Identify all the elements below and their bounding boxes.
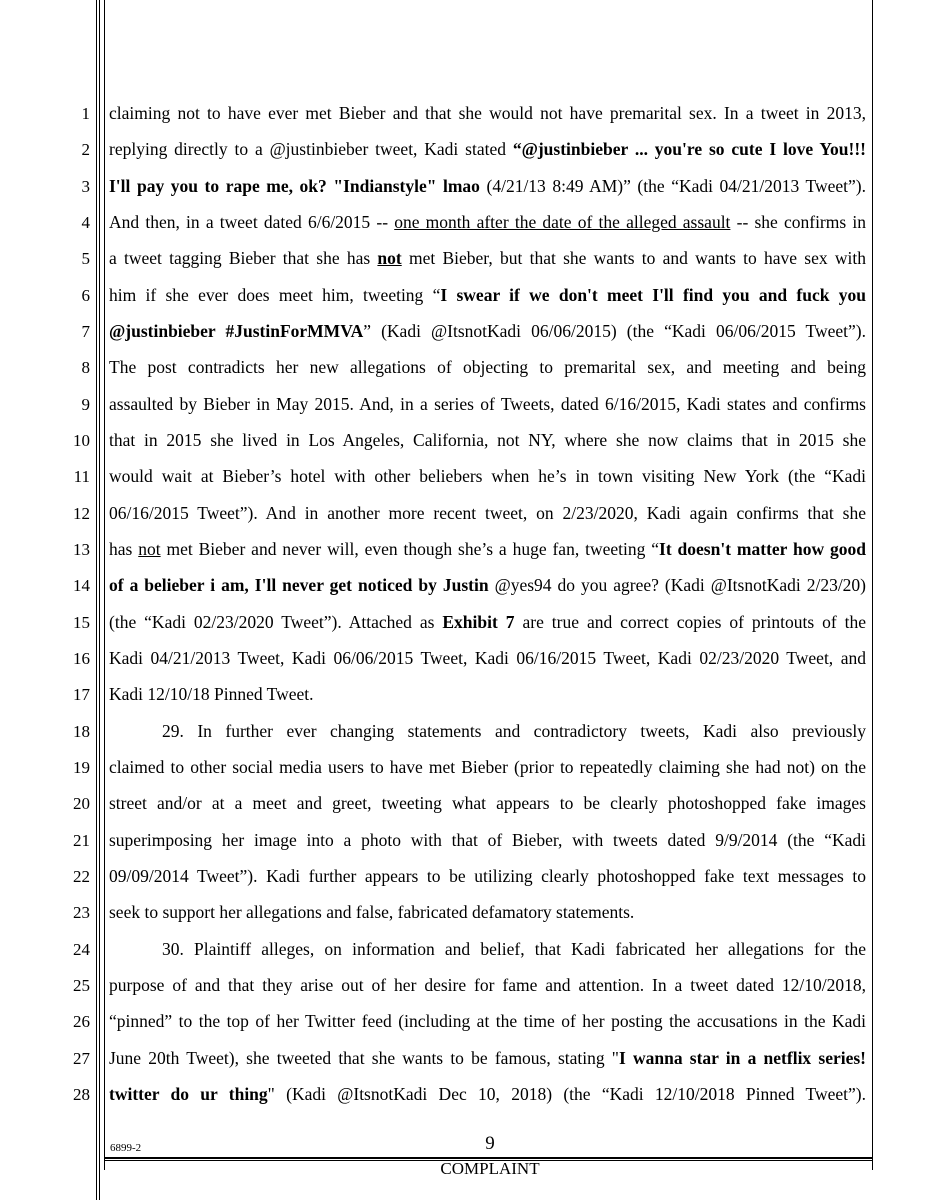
quoted-tweet: “@justinbieber ... you're so cute I love You!!! (512, 139, 866, 159)
text-line: The post contradicts her new allegations of objecting to premarital sex, and meeting and being (109, 357, 866, 377)
line-number: 15 (73, 613, 90, 632)
left-margin-rule-middle (99, 0, 100, 1200)
line-number: 24 (73, 940, 90, 959)
text-line: I'll pay you to rape me, ok? "Indianstyle" lmao (4/21/13 8:49 AM)” (the “Kadi 04/21/2013 Tweet”). (109, 176, 866, 196)
emphasis-not: not (377, 248, 402, 268)
quoted-tweet: I swear if we don't meet I'll find you and fuck you (440, 285, 866, 305)
text-line: seek to support her allegations and false, fabricated defamatory statements. (109, 902, 635, 922)
line-number: 12 (73, 504, 90, 523)
line-number: 18 (73, 722, 90, 741)
quoted-tweet: twitter do ur thing (109, 1084, 268, 1104)
text-line: “pinned” to the top of her Twitter feed (including at the time of her posting the accusations in the Kadi (109, 1011, 866, 1031)
exhibit-reference: Exhibit 7 (442, 612, 515, 632)
paragraph-30-start: 30. Plaintiff alleges, on information and belief, that Kadi fabricated her allegations for the (162, 939, 866, 959)
line-number: 8 (81, 358, 90, 377)
left-margin-rule-inner (104, 0, 105, 1170)
text-line: superimposing her image into a photo with that of Bieber, with tweets dated 9/9/2014 (the “Kadi (109, 830, 866, 850)
line-number: 17 (73, 685, 90, 704)
line-number: 1 (81, 104, 90, 123)
text-line: a tweet tagging Bieber that she has not met Bieber, but that she wants to and wants to have sex with (109, 248, 866, 268)
footer-document-title: COMPLAINT (440, 1159, 540, 1178)
quoted-tweet: of a belieber i am, I'll never get noticed by Justin (109, 575, 489, 595)
quoted-tweet: I wanna star in a netflix series! (618, 1048, 866, 1068)
text-line: 09/09/2014 Tweet”). Kadi further appears to be utilizing clearly photoshopped fake text messages to (109, 866, 866, 886)
page-number: 9 (485, 1133, 495, 1154)
line-number: 3 (81, 177, 90, 196)
text-line: assaulted by Bieber in May 2015. And, in a series of Tweets, dated 6/16/2015, Kadi states and confirms (109, 394, 866, 414)
line-number: 11 (73, 467, 90, 486)
text-line: that in 2015 she lived in Los Angeles, California, not NY, where she now claims that in 2015 she (109, 430, 866, 450)
line-number: 2 (81, 140, 90, 159)
line-number: 13 (73, 540, 90, 559)
text-line: has not met Bieber and never will, even though she’s a huge fan, tweeting “It doesn't matter how good (109, 539, 867, 559)
text-line: Kadi 04/21/2013 Tweet, Kadi 06/06/2015 Tweet, Kadi 06/16/2015 Tweet, Kadi 02/23/2020 Tweet, and (109, 648, 866, 668)
underlined-text: one month after the date of the alleged assault (394, 212, 731, 232)
line-number: 25 (73, 976, 90, 995)
text-line: purpose of and that they arise out of her desire for fame and attention. In a tweet dated 12/10/2018, (109, 975, 866, 995)
line-number: 21 (73, 831, 90, 850)
text-line: @justinbieber #JustinForMMVA” (Kadi @ItsnotKadi 06/06/2015) (the “Kadi 06/06/2015 Tweet”). (109, 321, 866, 341)
left-margin-rule-outer (96, 0, 97, 1200)
text-line: of a belieber i am, I'll never get noticed by Justin @yes94 do you agree? (Kadi @ItsnotKadi 2/23/20) (109, 575, 867, 595)
right-margin-rule (872, 0, 873, 1170)
line-number: 19 (73, 758, 90, 777)
text-line: Kadi 12/10/18 Pinned Tweet. (109, 684, 314, 704)
text-line: And then, in a tweet dated 6/6/2015 -- one month after the date of the alleged assault -- she confirms in (109, 212, 866, 232)
line-number: 6 (81, 286, 90, 305)
underlined-text: not (138, 539, 161, 559)
text-line: 06/16/2015 Tweet”). And in another more recent tweet, on 2/23/2020, Kadi again confirms that she (109, 503, 866, 523)
line-number: 22 (73, 867, 90, 886)
footer-document-id: 6899-2 (110, 1142, 142, 1154)
paragraph-29-start: 29. In further ever changing statements and contradictory tweets, Kadi also previously (162, 721, 866, 741)
line-number: 7 (81, 322, 90, 341)
quoted-tweet: It doesn't matter how good (659, 539, 867, 559)
text-line: replying directly to a @justinbieber tweet, Kadi stated “@justinbieber ... you're so cute I love You!!! (109, 139, 866, 159)
text-line: (the “Kadi 02/23/2020 Tweet”). Attached as Exhibit 7 are true and correct copies of printouts of the (109, 612, 866, 632)
line-number: 14 (73, 576, 90, 595)
text-line: would wait at Bieber’s hotel with other beliebers when he’s in town visiting New York (the “Kadi (109, 466, 866, 486)
quoted-tweet: I'll pay you to rape me, ok? "Indianstyle" lmao (109, 176, 480, 196)
text-line: twitter do ur thing" (Kadi @ItsnotKadi Dec 10, 2018) (the “Kadi 12/10/2018 Pinned Tweet”). (109, 1084, 866, 1104)
text-line: claiming not to have ever met Bieber and that she would not have premarital sex. In a tweet in 2013, (109, 103, 866, 123)
text-line: him if she ever does meet him, tweeting “I swear if we don't meet I'll find you and fuck you (109, 285, 866, 305)
line-number: 16 (73, 649, 90, 668)
line-number: 26 (73, 1012, 90, 1031)
text-line: claimed to other social media users to have met Bieber (prior to repeatedly claiming she had not) on the (109, 757, 866, 777)
line-number: 10 (73, 431, 90, 450)
quoted-tweet: @justinbieber #JustinForMMVA (109, 321, 364, 341)
line-number: 23 (73, 903, 90, 922)
line-number: 4 (81, 213, 90, 232)
text-line: June 20th Tweet), she tweeted that she wants to be famous, stating "I wanna star in a netflix series! (109, 1048, 866, 1068)
line-number: 9 (81, 395, 90, 414)
line-number: 5 (81, 249, 90, 268)
line-number: 28 (73, 1085, 90, 1104)
text-line: street and/or at a meet and greet, tweeting what appears to be clearly photoshopped fake images (109, 793, 866, 813)
line-number: 20 (73, 794, 90, 813)
line-number: 27 (73, 1049, 90, 1068)
